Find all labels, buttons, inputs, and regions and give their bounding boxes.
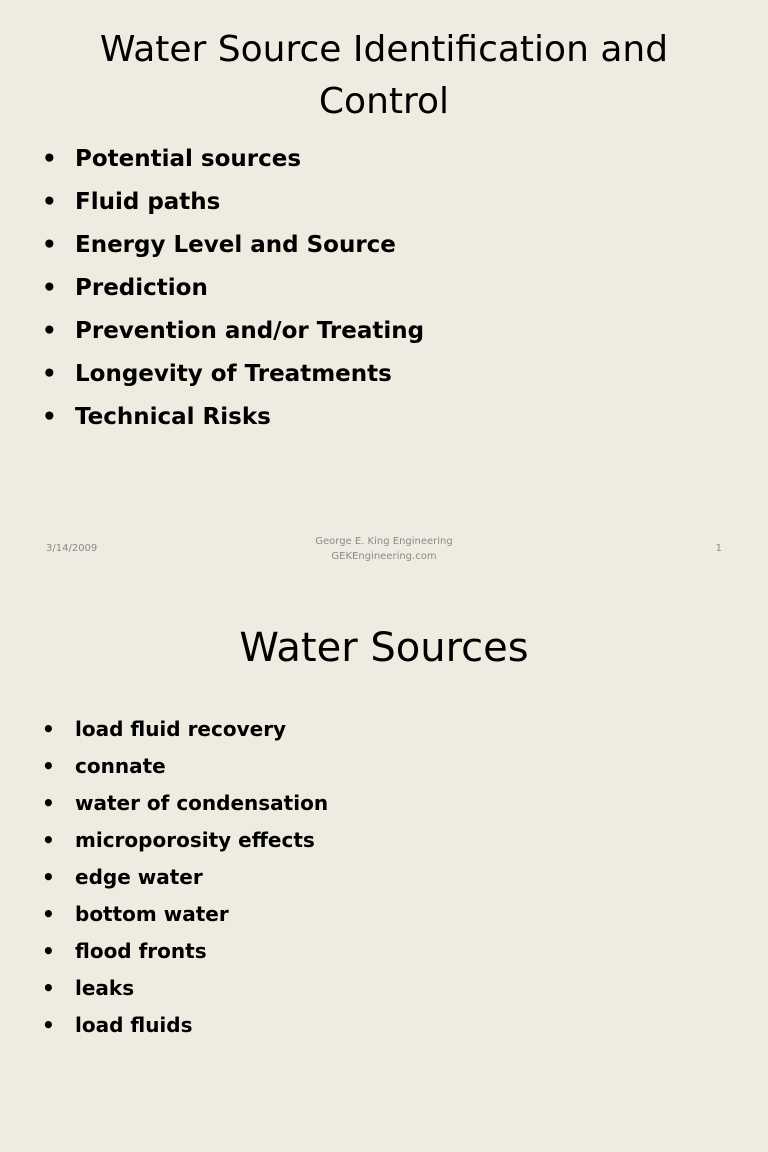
footer-page-number: 1: [715, 543, 722, 554]
footer-company: [234, 534, 534, 564]
bullet-dot: •: [42, 275, 57, 301]
bullet-dot: •: [42, 865, 55, 889]
bullet-dot: •: [42, 1013, 55, 1037]
bullet-dot: •: [42, 828, 55, 852]
bullet-item: [42, 310, 424, 353]
bullet-item: [42, 353, 424, 396]
bullet-item: [42, 785, 328, 822]
bullet-dot: •: [42, 902, 55, 926]
bullet-dot: •: [42, 404, 57, 430]
bullet-item: [42, 896, 328, 933]
bullet-item: [42, 970, 328, 1007]
bullet-text: Longevity of Treatments: [75, 361, 392, 387]
footer-company-name: George E. King Engineering: [315, 536, 453, 547]
bullet-text: microporosity effects: [75, 828, 315, 852]
bullet-dot: •: [42, 791, 55, 815]
bullet-item: [42, 1007, 328, 1044]
bullet-text: bottom water: [75, 902, 229, 926]
slide-2-title: Water Sources: [239, 625, 529, 671]
bullet-item: [42, 711, 328, 748]
bullet-item: [42, 267, 424, 310]
bullet-text: Technical Risks: [75, 404, 271, 430]
bullet-text: Prediction: [75, 275, 208, 301]
slide-2: [0, 576, 768, 1152]
bullet-text: load fluid recovery: [75, 717, 287, 741]
bullet-item: [42, 822, 328, 859]
slide-2-bullet-list: [42, 711, 328, 1044]
bullet-item: [42, 396, 424, 439]
bullet-text: edge water: [75, 865, 203, 889]
bullet-dot: •: [42, 976, 55, 1000]
bullet-dot: •: [42, 189, 57, 215]
bullet-dot: •: [42, 232, 57, 258]
bullet-text: Energy Level and Source: [75, 232, 396, 258]
bullet-item: [42, 748, 328, 785]
bullet-dot: •: [42, 939, 55, 963]
bullet-dot: •: [42, 754, 55, 778]
bullet-text: connate: [75, 754, 166, 778]
bullet-item: [42, 181, 424, 224]
bullet-text: Potential sources: [75, 146, 302, 172]
footer-company-website: GEKEngineering.com: [331, 551, 437, 562]
bullet-item: [42, 859, 328, 896]
bullet-text: water of condensation: [75, 791, 329, 815]
bullet-text: Prevention and/or Treating: [75, 318, 425, 344]
bullet-item: [42, 224, 424, 267]
slide-1-bullet-list: [42, 138, 424, 439]
bullet-text: Fluid paths: [75, 189, 221, 215]
bullet-text: load fluids: [75, 1013, 193, 1037]
bullet-dot: •: [42, 717, 55, 741]
bullet-dot: •: [42, 318, 57, 344]
bullet-text: flood fronts: [75, 939, 207, 963]
footer-date: 3/14/2009: [46, 543, 98, 554]
bullet-item: [42, 933, 328, 970]
bullet-dot: •: [42, 361, 57, 387]
bullet-text: leaks: [75, 976, 135, 1000]
bullet-item: [42, 138, 424, 181]
slide-1-title: Water Source Identification and Control: [99, 29, 669, 122]
bullet-dot: •: [42, 146, 57, 172]
